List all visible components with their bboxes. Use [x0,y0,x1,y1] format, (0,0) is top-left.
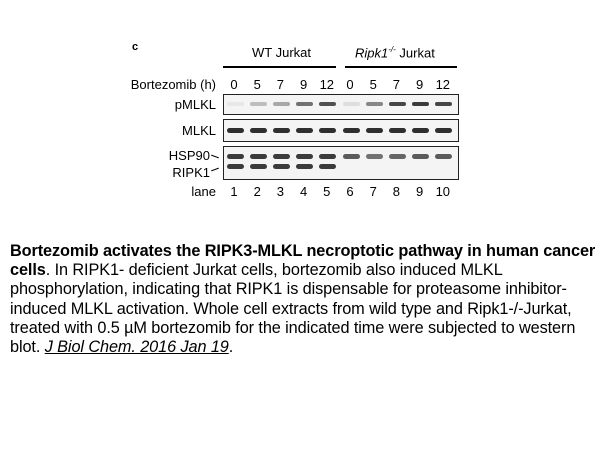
row-label-mlkl: MLKL [182,123,216,138]
mlkl-band-lane-7 [366,128,383,133]
caption-end: . [228,338,234,357]
ripk1-band-lane-2 [250,164,267,169]
lane-number-2: 2 [253,184,261,199]
mlkl-band-lane-4 [296,128,313,133]
timepoint-label-8: 7 [392,77,400,92]
hsp90-band-lane-8 [389,154,406,159]
hsp90-band-lane-6 [343,154,360,159]
mlkl-band-lane-3 [273,128,290,133]
group-cell-line: Jurkat [395,45,435,61]
timepoint-label-1: 0 [230,77,238,92]
group-underline-ripk1-ko [345,66,457,68]
mlkl-band-lane-5 [319,128,336,133]
mlkl-band-lane-8 [389,128,406,133]
panel-label: c [132,41,139,53]
pmlkl-band-lane-5 [319,102,336,106]
lane-number-1: 1 [230,184,238,199]
hsp90-marker [211,155,219,159]
timepoint-label-5: 12 [319,77,335,92]
group-underline-wt [223,66,336,68]
timepoint-label-7: 5 [369,77,377,92]
row-label-hsp90: HSP90 [168,148,210,163]
pmlkl-band-lane-4 [296,102,313,106]
lane-number-7: 7 [369,184,377,199]
timepoint-label-2: 5 [253,77,261,92]
timepoint-label-9: 9 [415,77,424,92]
timepoint-label-10: 12 [435,77,451,92]
lane-number-4: 4 [299,184,308,199]
group-gene-name: Ripk1 [355,45,389,61]
pmlkl-band-lane-1 [227,102,244,106]
timepoint-label-4: 9 [299,77,308,92]
ripk1-band-lane-1 [227,164,244,169]
lane-number-5: 5 [323,184,331,199]
lane-number-9: 9 [415,184,424,199]
caption-title: Bortezomib activates the RIPK3-MLKL necroptotic pathway in human cancer cells [10,242,596,280]
group-label-ripk1-ko [355,46,435,59]
ripk1-band-lane-5 [319,164,336,169]
group-label-wt: WT Jurkat [252,45,311,60]
blot-hsp90-ripk1 [223,146,459,180]
row-label-lane: lane [191,184,216,199]
hsp90-band-lane-9 [412,154,429,159]
row-label-treatment: Bortezomib (h) [130,77,216,92]
lane-number-3: 3 [276,184,284,199]
pmlkl-band-lane-3 [273,102,290,106]
hsp90-band-lane-1 [227,154,244,159]
ripk1-marker [211,168,219,172]
hsp90-band-lane-2 [250,154,267,159]
hsp90-band-lane-3 [273,154,290,159]
mlkl-band-lane-10 [435,128,452,133]
pmlkl-band-lane-10 [435,102,452,106]
hsp90-band-lane-5 [319,154,336,159]
mlkl-band-lane-9 [412,128,429,133]
row-label-ripk1: RIPK1 [172,165,210,180]
group-gene-superscript: -/- [388,45,396,54]
blot-mlkl [223,119,459,142]
lane-number-10: 10 [435,184,451,199]
pmlkl-band-lane-2 [250,102,267,106]
timepoint-label-6: 0 [346,77,354,92]
mlkl-band-lane-2 [250,128,267,133]
figure-caption [10,242,600,357]
lane-number-8: 8 [392,184,400,199]
ripk1-band-lane-4 [296,164,313,169]
caption-citation-link[interactable]: J Biol Chem. 2016 Jan 19 [44,338,229,357]
mlkl-band-lane-1 [227,128,244,133]
mlkl-band-lane-6 [343,128,360,133]
pmlkl-band-lane-9 [412,102,429,106]
ripk1-band-lane-3 [273,164,290,169]
lane-number-6: 6 [346,184,354,199]
caption-body: . In RIPK1- deficient Jurkat cells, bortezomib also induced MLKL phosphorylation, indicating that RIPK1 is dispensable for proteasome inhibitor-induced MLKL activation. Whole cell extracts from wild type and Ripk1-/-Jurkat, treated with 0.5 µM bortezomib for the indicated time were subjected to western blot. [10,261,576,357]
pmlkl-band-lane-6 [343,102,360,106]
timepoint-label-3: 7 [276,77,284,92]
pmlkl-band-lane-7 [366,102,383,106]
hsp90-band-lane-10 [435,154,452,159]
blot-pmlkl [223,94,459,115]
pmlkl-band-lane-8 [389,102,406,106]
hsp90-band-lane-4 [296,154,313,159]
hsp90-band-lane-7 [366,154,383,159]
row-label-pmlkl: pMLKL [174,97,216,112]
